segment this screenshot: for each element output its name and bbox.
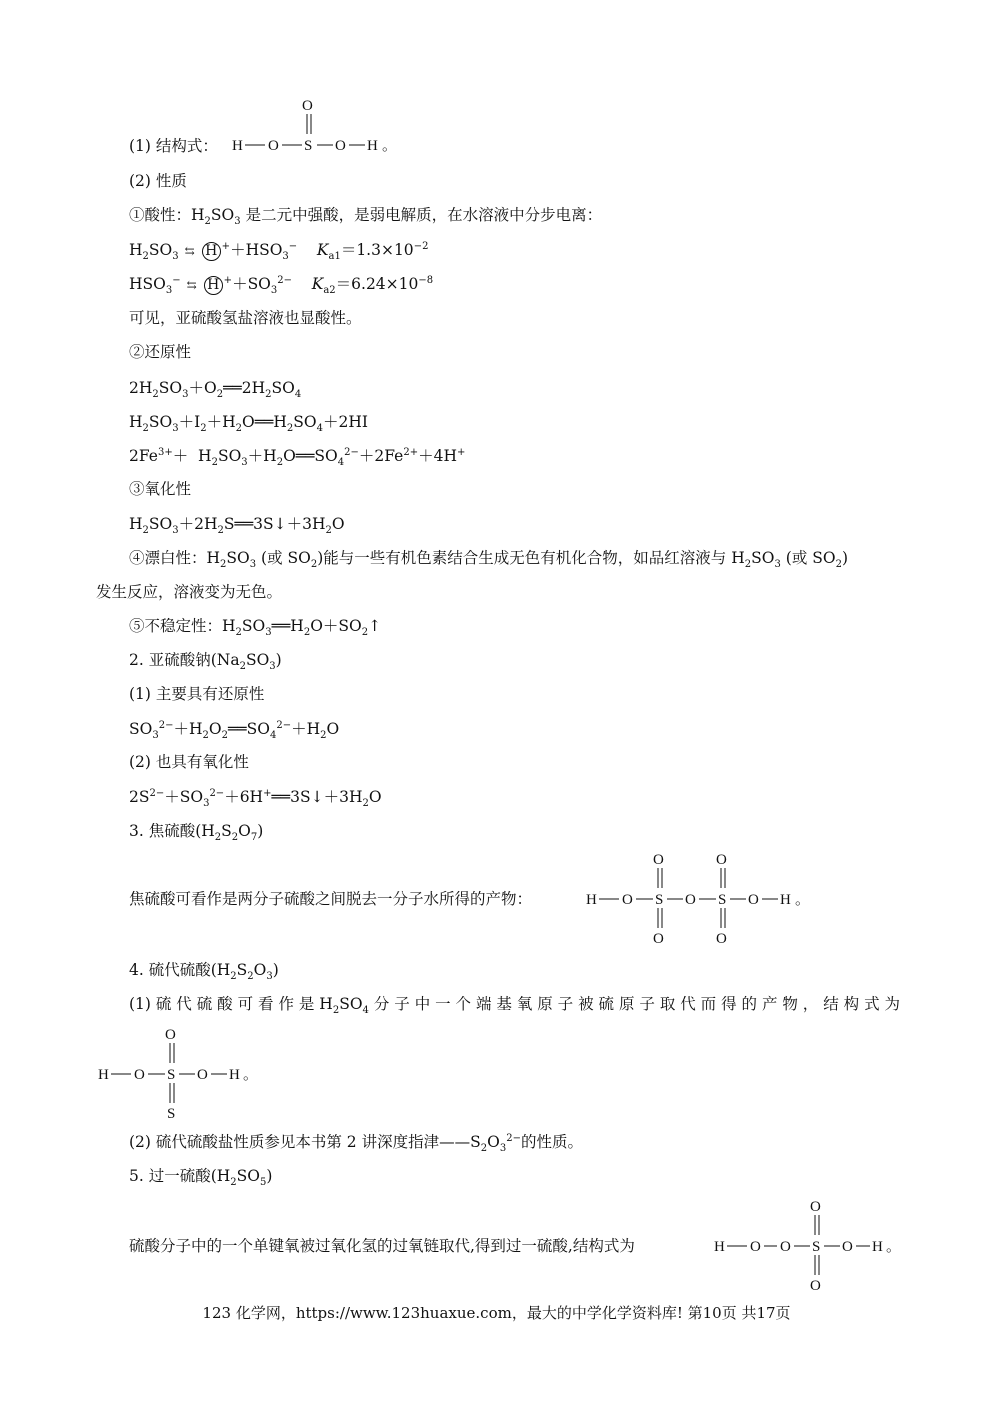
sec2-title-text: 2. 亚硫酸钠(Na (129, 651, 240, 669)
svg-text:O: O (653, 931, 664, 947)
unstable-line: ⑤不稳定性：$H_2SO_3══H_2O+SO_2↑$ (129, 617, 382, 639)
svg-text:H: H (367, 138, 378, 154)
page-footer: 123 化学网，https://www.123huaxue.com，最大的中学化学资料库! 第10页 共17页 (202, 1304, 791, 1322)
struct-label: (1) 结构式： (129, 137, 218, 155)
sec4-sub2-b: 的性质。 (520, 1133, 583, 1151)
ka2-exponent: −8 (418, 274, 434, 286)
svg-text:O: O (750, 1239, 761, 1255)
sec2-title: 2. 亚硫酸钠$(Na_2SO_3)$ (129, 651, 282, 673)
ionization-2: $HSO_3^-$ ⇆ H $^++SO_3^{2-}$ $K_{a2}=6.24\times 10^{-8}$ (129, 274, 434, 297)
svg-text:S: S (812, 1239, 821, 1255)
svg-text:O: O (302, 98, 313, 114)
reducing-heading: ②还原性 (129, 343, 192, 361)
svg-text:O: O (335, 138, 346, 154)
svg-text:S: S (718, 892, 727, 908)
oxidizing-heading: ③氧化性 (129, 480, 192, 498)
sec4-sub2-a: (2) 硫代硫酸盐性质参见本书第 2 讲深度指津—— (129, 1133, 471, 1151)
svg-text:H: H (98, 1067, 109, 1083)
bleach-b: 能与一些有机色素结合生成无色有机化合物，如品红溶液与 (323, 549, 727, 567)
svg-text:O: O (685, 892, 696, 908)
svg-text:O: O (748, 892, 759, 908)
svg-text:O: O (842, 1239, 853, 1255)
svg-text:O: O (716, 852, 727, 868)
sec3-title: 3. 焦硫酸$(H_2S_2O_7)$ (129, 822, 264, 844)
eq-sulfite-1: $SO_3^{2-}+H_2O_2══SO_4^{2-}+H_2O$ (129, 719, 340, 742)
svg-text:H: H (780, 892, 791, 908)
eq-reduction-1: $2H_2SO_3+O_2══2H_2SO_4$ (129, 379, 302, 401)
sec2-sub2: (2) 也具有氧化性 (129, 753, 249, 771)
svg-text:H: H (232, 138, 243, 154)
acid-head-a: ①酸性： (129, 206, 192, 224)
svg-text:。: 。 (382, 138, 398, 154)
acid-head-b: 是二元中强酸，是弱电解质，在水溶液中分步电离： (245, 206, 603, 224)
h2so3-structure (232, 96, 402, 164)
equilibrium-arrow-icon: ⇆ (186, 278, 197, 292)
sec2-sub1: (1) 主要具有还原性 (129, 685, 265, 703)
svg-text:O: O (780, 1239, 791, 1255)
svg-text:S: S (655, 892, 664, 908)
sec4-text-a: (1) 硫 代 硫 酸 可 看 作 是 (129, 995, 315, 1013)
svg-text:S: S (167, 1106, 176, 1122)
svg-text:S: S (167, 1067, 176, 1083)
h2s2o7-structure (586, 850, 826, 954)
equilibrium-arrow-icon: ⇆ (184, 244, 195, 258)
svg-text:H: H (872, 1239, 883, 1255)
bleach-line-1: ④漂白性：$H_2SO_3$ (或 $SO_2$)能与一些有机色素结合生成无色有机化合物，如品红溶液与 $H_2SO_3$ (或 $SO_2$) (129, 549, 849, 571)
bleach-a: ④漂白性： (129, 549, 207, 567)
props-heading: (2) 性质 (129, 172, 187, 190)
ka1-value: ＝1.3×10 (340, 241, 414, 259)
sec4-text: (1) 硫 代 硫 酸 可 看 作 是 $H_2SO_4$ 分 子 中 一 个 端 基 氧 原 子 被 硫 原 子 取 代 而 得 的 产 物 ， 结 构 式 为 (129, 995, 901, 1017)
bleach-line-2: 发生反应，溶液变为无色。 (96, 583, 283, 601)
sec4-title: 4. 硫代硫酸$(H_2S_2O_3)$ (129, 961, 279, 983)
sec3-title-text: 3. 焦硫酸(H (129, 822, 215, 840)
svg-text:O: O (622, 892, 633, 908)
ka2-value: ＝6.24×10 (335, 275, 419, 293)
h2so5-structure (714, 1197, 914, 1301)
svg-text:H: H (714, 1239, 725, 1255)
sec3-text: 焦硫酸可看作是两分子硫酸之间脱去一分子水所得的产物： (129, 890, 533, 908)
sec4-title-text: 4. 硫代硫酸(H (129, 961, 231, 979)
acid-heading: ①酸性：$H_2SO_3$ 是二元中强酸，是弱电解质，在水溶液中分步电离： (129, 206, 603, 228)
sec4-text-b: 分 子 中 一 个 端 基 氧 原 子 被 硫 原 子 取 代 而 得 的 产 物 ， 结 构 式 为 (373, 995, 901, 1013)
svg-text:O: O (268, 138, 279, 154)
svg-text:O: O (716, 931, 727, 947)
svg-text:H: H (229, 1067, 240, 1083)
ionization-1: $H_2SO_3$ ⇆ H $^++HSO_3^-$ $K_{a1}=1.3\times 10^{-2}$ (129, 240, 429, 263)
eq-oxidation: $H_2SO_3+2H_2S══3S↓+3H_2O$ (129, 515, 345, 537)
sec4-struct-end: 。 (243, 1067, 259, 1083)
svg-text:O: O (810, 1278, 821, 1294)
h2s2o3-structure (98, 1025, 278, 1129)
eq-reduction-2: $H_2SO_3+I_2+H_2O══H_2SO_4+2HI$ (129, 413, 368, 435)
svg-text:H: H (586, 892, 597, 908)
sec5-title-text: 5. 过一硫酸(H (129, 1167, 231, 1185)
svg-text:O: O (134, 1067, 145, 1083)
svg-text:S: S (304, 138, 313, 154)
sec4-sub2: (2) 硫代硫酸盐性质参见本书第 2 讲深度指津$——S_2O_3^{2-}$的性质。 (129, 1132, 583, 1155)
svg-text:O: O (197, 1067, 208, 1083)
ka1-exponent: −2 (413, 240, 429, 252)
acid-note: 可见，亚硫酸氢盐溶液也显酸性。 (129, 309, 362, 327)
sec5-text: 硫酸分子中的一个单键氧被过氧化氢的过氧链取代,得到过一硫酸,结构式为 (129, 1237, 635, 1255)
svg-text:O: O (165, 1027, 176, 1043)
svg-text:O: O (653, 852, 664, 868)
svg-text:O: O (810, 1199, 821, 1215)
eq-sulfite-2: $2S^{2-}+SO_3^{2-}+6H^+══3S↓+3H_2O$ (129, 787, 382, 810)
sec5-title: 5. 过一硫酸$(H_2SO_5)$ (129, 1167, 273, 1189)
svg-text:。: 。 (886, 1239, 902, 1255)
svg-text:。: 。 (795, 892, 811, 908)
circled-h-icon: H (204, 276, 223, 295)
struct-line-1 (129, 136, 218, 156)
eq-reduction-3: $2Fe^{3+}+$ $H_2SO_3+H_2O══SO_4^{2-}+2Fe^{2+}+4H^+$ (129, 446, 466, 469)
circled-h-icon: H (202, 242, 221, 261)
unstable-label: ⑤不稳定性： (129, 617, 223, 635)
